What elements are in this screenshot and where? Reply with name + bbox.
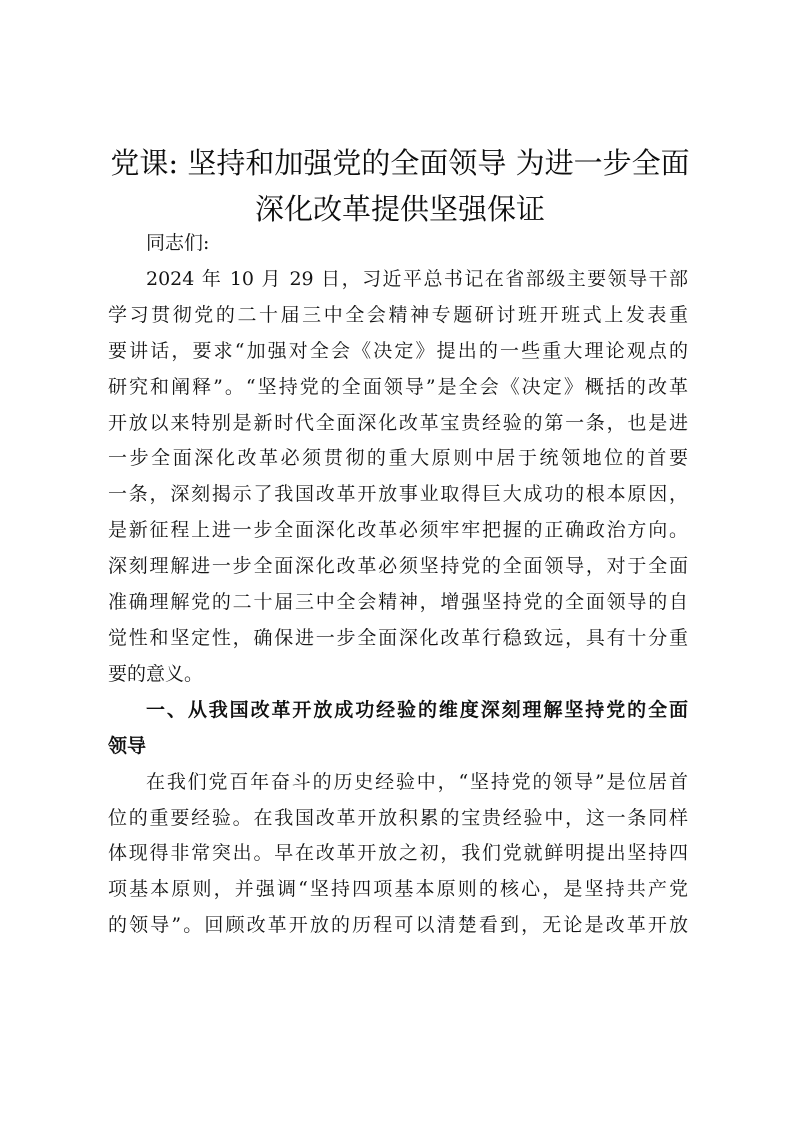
paragraph-2-line: 的领导”。回顾改革开放的历程可以清楚看到，无论是改革开放 (108, 914, 688, 937)
salutation: 同志们: (146, 232, 210, 254)
title-line-1: 党课: 坚持和加强党的全面领导 为进一步全面 (110, 146, 690, 180)
paragraph-2-line: 位的重要经验。在我国改革开放积累的宝贵经验中，这一条同样 (108, 806, 688, 829)
paragraph-2 (108, 765, 688, 945)
paragraph-1-line: 要讲话，要求“加强对全会《决定》提出的一些重大理论观点的 (108, 339, 688, 362)
paragraph-2-line: 项基本原则，并强调“坚持四项基本原则的核心，是坚持共产党 (108, 878, 688, 901)
document-body (108, 226, 688, 944)
document-title (100, 140, 700, 232)
section-heading-line: 领导 (108, 734, 147, 757)
paragraph-1 (108, 262, 688, 693)
paragraph-1-line: 学习贯彻党的二十届三中全会精神专题研讨班开班式上发表重 (108, 303, 688, 326)
paragraph-1-line: 研究和阐释”。“坚持党的全面领导”是全会《决定》概括的改革 (108, 375, 688, 398)
paragraph-2-line: 在我们党百年奋斗的历史经验中，“坚持党的领导”是位居首 (146, 770, 688, 793)
paragraph-1-line: 开放以来特别是新时代全面深化改革宝贵经验的第一条，也是进 (108, 411, 688, 434)
paragraph-1-line: 准确理解党的二十届三中全会精神，增强坚持党的全面领导的自 (108, 591, 688, 614)
section-heading-1 (108, 693, 688, 765)
paragraph-1-line: 一条，深刻揭示了我国改革开放事业取得巨大成功的根本原因， (108, 483, 688, 506)
title-line-2: 深化改革提供坚强保证 (254, 192, 545, 226)
paragraph-1-line: 深刻理解进一步全面深化改革必须坚持党的全面领导，对于全面 (108, 555, 688, 578)
paragraph-1-line: 是新征程上进一步全面深化改革必须牢牢把握的正确政治方向。 (108, 519, 688, 542)
paragraph-1-line: 要的意义。 (108, 662, 204, 685)
paragraph-1-line: 觉性和坚定性，确保进一步全面深化改革行稳致远，具有十分重 (108, 626, 688, 649)
paragraph-1-line: 一步全面深化改革必须贯彻的重大原则中居于统领地位的首要 (108, 447, 688, 470)
paragraph-1-line: 2024 年 10 月 29 日，习近平总书记在省部级主要领导干部 (146, 267, 688, 290)
section-heading-line: 一、从我国改革开放成功经验的维度深刻理解坚持党的全面 (146, 698, 688, 721)
paragraph-2-line: 体现得非常突出。早在改革开放之初，我们党就鲜明提出坚持四 (108, 842, 688, 865)
